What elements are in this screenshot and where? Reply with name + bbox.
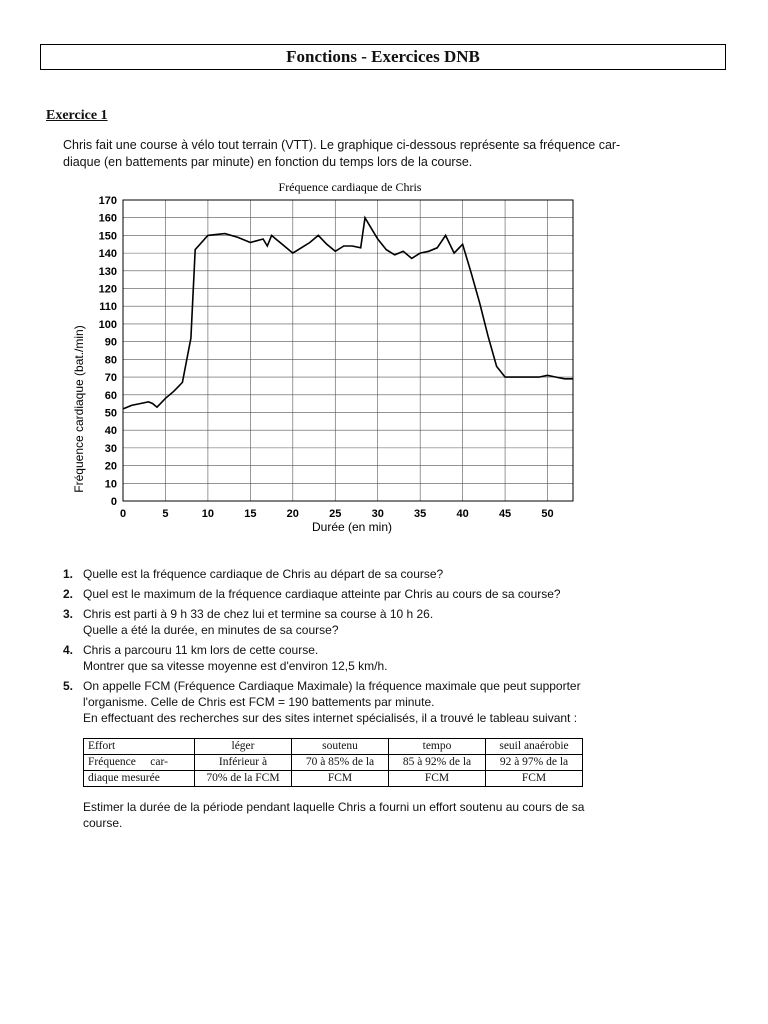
page-title: Fonctions - Exercices DNB [40,44,726,70]
table-header-cell: tempo [389,739,486,755]
x-tick-label: 40 [456,508,469,520]
x-tick-label: 0 [119,508,127,520]
table-cell: 85 à 92% de la [389,755,486,771]
y-axis-label: Fréquence cardiaque (bat./min) [72,325,86,493]
table-row [84,771,583,787]
intro-line-1: Chris fait une course à vélo tout terrain (VTT). Le graphique ci-dessous représente sa fréquence car- [63,138,621,152]
y-tick-label: 40 [104,425,117,438]
heart-rate-chart [60,176,590,536]
exercise-title: Exercice 1 [46,108,108,123]
table-header-row [84,739,583,755]
table-header-cell: seuil anaérobie [486,739,583,755]
question-item [63,586,628,602]
table-cell: Fréquence car- [84,755,195,771]
x-tick-label: 20 [286,508,299,520]
final-question [83,799,623,831]
table-cell: FCM [486,771,583,787]
y-tick-label: 150 [98,230,117,243]
y-tick-label: 130 [98,265,117,278]
heart-rate-line [123,218,573,409]
question-item [63,642,628,674]
x-tick-labels [120,508,554,520]
questions-list [63,566,628,730]
y-tick-label: 70 [104,372,117,385]
x-tick-label: 25 [329,508,342,520]
y-tick-label: 120 [98,283,117,296]
question-text: Quel est le maximum de la fréquence cardiaque atteinte par Chris au cours de sa course? [83,587,561,601]
intro-text [63,137,623,171]
x-tick-label: 5 [162,508,169,520]
question-text: Chris est parti à 9 h 33 de chez lui et termine sa course à 10 h 26. [83,607,434,621]
question-text: l'organisme. Celle de Chris est FCM = 190 battements par minute. [83,695,435,709]
question-text: Chris a parcouru 11 km lors de cette course. [83,643,319,657]
y-tick-label: 30 [104,442,117,455]
question-number: 5. [63,679,74,693]
y-tick-label: 140 [98,248,117,261]
y-tick-label: 10 [104,478,117,491]
question-number: 2. [63,587,74,601]
table-cell: 92 à 97% de la [486,755,583,771]
table-cell: 70% de la FCM [195,771,292,787]
y-tick-label: 80 [104,354,117,367]
y-tick-label: 170 [98,195,117,207]
y-tick-label: 160 [98,212,117,225]
x-tick-label: 50 [541,508,554,520]
question-item [63,606,628,638]
y-tick-label: 0 [110,496,117,508]
x-tick-label: 45 [498,508,512,520]
x-tick-label: 35 [414,508,427,520]
y-tick-label: 100 [98,318,117,331]
question-number: 4. [63,643,74,657]
final-question-line-2: course. [83,816,123,830]
chart-grid [123,200,573,501]
table-row [84,755,583,771]
x-tick-label: 30 [371,508,384,520]
question-number: 3. [63,607,74,621]
x-tick-label: 10 [201,508,215,520]
effort-table [83,738,583,787]
question-text: Quelle est la fréquence cardiaque de Chris au départ de sa course? [83,567,444,581]
y-tick-label: 110 [99,301,117,314]
table-header-cell: Effort [84,739,195,755]
question-number: 1. [63,567,74,581]
question-item [63,566,628,582]
x-axis-label: Durée (en min) [311,520,393,534]
chart-title: Fréquence cardiaque de Chris [278,180,422,194]
question-text: On appelle FCM (Fréquence Cardiaque Maximale) la fréquence maximale que peut supporter [83,679,581,693]
table-cell: 70 à 85% de la [292,755,389,771]
table-cell: Inférieur à [195,755,292,771]
final-question-line-1: Estimer la durée de la période pendant laquelle Chris a fourni un effort soutenu au cours de sa [83,800,585,814]
table-cell: FCM [389,771,486,787]
intro-line-2: diaque (en battements par minute) en fonction du temps lors de la course. [63,155,473,169]
y-tick-label: 20 [104,460,117,473]
y-tick-label: 50 [104,407,117,420]
table-header-cell: soutenu [292,739,389,755]
question-text: En effectuant des recherches sur des sites internet spécialisés, il a trouvé le tableau suivant : [83,711,578,725]
question-text: Montrer que sa vitesse moyenne est d'environ 12,5 km/h. [83,659,388,673]
table-cell: FCM [292,771,389,787]
y-tick-label: 90 [104,336,117,349]
plot-frame [123,200,573,501]
question-text: Quelle a été la durée, en minutes de sa course? [83,623,339,637]
y-tick-label: 60 [104,389,117,402]
table-header-cell: léger [195,739,292,755]
question-item [63,678,628,726]
x-tick-label: 15 [244,508,257,520]
y-tick-labels [99,195,117,508]
table-cell: diaque mesurée [84,771,195,787]
